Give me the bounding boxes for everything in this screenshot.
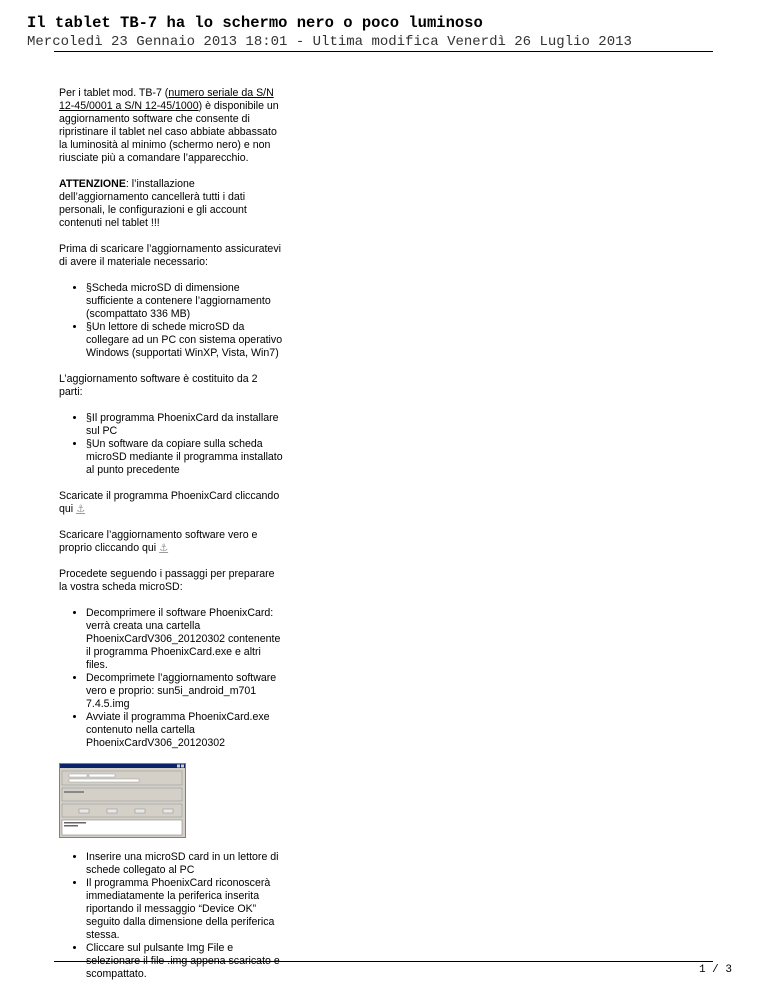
- anchor-link-icon[interactable]: ⚓: [76, 504, 86, 515]
- steps-list-1: [59, 607, 283, 750]
- list-item: • Il programma PhoenixCard riconoscerà immediatamente la periferica inserita riportando il messaggio “Device OK” seguito dalla dimensione della periferica stessa.: [86, 877, 283, 942]
- footer-divider: [54, 961, 713, 962]
- list-item: • Decomprimere il software PhoenixCard: verrà creata una cartella PhoenixCardV306_20120302 contenente il programma PhoenixCard.exe e altri files.: [86, 607, 283, 672]
- page-number: 1 / 3: [698, 964, 732, 976]
- list-item: • §Il programma PhoenixCard da installare sul PC: [86, 412, 283, 438]
- article-body: [59, 87, 283, 994]
- list-item: • Decomprimete l’aggiornamento software vero e proprio: sun5i_android_m701 7.4.5.img: [86, 672, 283, 711]
- anchor-link-icon[interactable]: ⚓: [159, 543, 169, 554]
- page-header: [27, 14, 741, 51]
- download-update: Scaricare l’aggiornamento software vero e proprio cliccando qui ⚓: [59, 529, 258, 554]
- parts-intro: L’aggiornamento software è costituito da 2 parti:: [59, 373, 258, 398]
- prereq-intro: Prima di scaricare l’aggiornamento assicuratevi di avere il materiale necessario:: [59, 243, 281, 268]
- list-item: • §Un software da copiare sulla scheda microSD mediante il programma installato al punto precedente: [86, 438, 283, 477]
- parts-list: [59, 412, 283, 477]
- header-divider: [54, 51, 713, 52]
- list-item: • Cliccare sul pulsante Img File e selezionare il file .img appena scaricato e scompattato.: [86, 942, 283, 981]
- warning-label: ATTENZIONE: [59, 178, 126, 190]
- serial-range-link[interactable]: numero seriale da S/N 12-45/0001 a S/N 12-45/1000: [59, 87, 274, 112]
- list-item: • Inserire una microSD card in un lettore di schede collegato al PC: [86, 851, 283, 877]
- list-item: • Avviate il programma PhoenixCard.exe contenuto nella cartella PhoenixCardV306_20120302: [86, 711, 283, 750]
- list-item: • §Scheda microSD di dimensione sufficiente a contenere l’aggiornamento (scompattato 336 MB): [86, 282, 283, 321]
- download-phoenixcard: Scaricate il programma PhoenixCard cliccando qui ⚓: [59, 490, 280, 515]
- page-subtitle: Mercoledì 23 Gennaio 2013 18:01 - Ultima modifica Venerdì 26 Luglio 2013: [27, 34, 632, 50]
- steps-intro: Procedete seguendo i passaggi per preparare la vostra scheda microSD:: [59, 568, 275, 593]
- page-title: Il tablet TB-7 ha lo schermo nero o poco luminoso: [27, 14, 483, 32]
- phoenixcard-screenshot: [59, 763, 186, 838]
- intro-paragraph: Per i tablet mod. TB-7 (numero seriale da S/N 12-45/0001 a S/N 12-45/1000) è disponibile un aggiornamento software che consente di ripristinare il tablet nel caso abbiate abbassato la luminosità al minimo (schermo nero) e non riusciate più a comandare l’apparecchio.: [59, 87, 279, 164]
- list-item: • §Un lettore di schede microSD da collegare ad un PC con sistema operativo Windows (supportati WinXP, Vista, Win7): [86, 321, 283, 360]
- prereq-list: [59, 282, 283, 360]
- warning-paragraph: ATTENZIONE: l’installazione dell’aggiornamento cancellerà tutti i dati personali, le configurazioni e gli account contenuti nel tablet !!!: [59, 178, 247, 229]
